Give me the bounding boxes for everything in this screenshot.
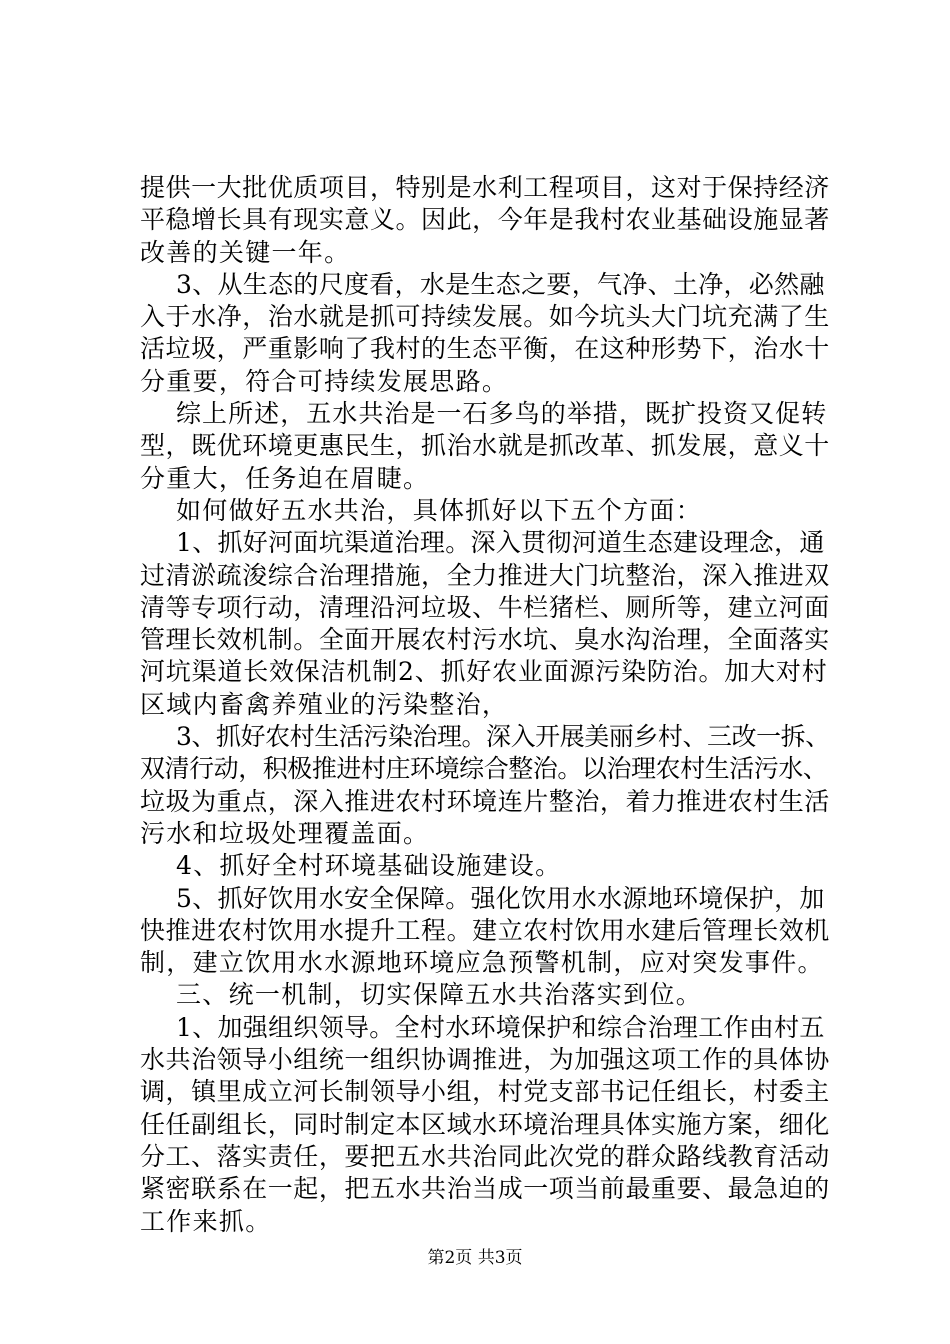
text-line: 清等专项行动，清理沿河垃圾、牛栏猪栏、厕所等，建立河面 <box>140 592 830 622</box>
text-line: 紧密联系在一起，把五水共治当成一项当前最重要、最急迫的 <box>140 1174 830 1204</box>
text-line: 平稳增长具有现实意义。因此，今年是我村农业基础设施显著 <box>140 205 830 235</box>
text-line: 改善的关键一年。 <box>140 237 351 267</box>
text-line: 水共治领导小组统一组织协调推进，为加强这项工作的具体协 <box>140 1045 830 1075</box>
text-line: 活垃圾，严重影响了我村的生态平衡，在这种形势下，治水十 <box>140 334 830 364</box>
text-line: 3、抓好农村生活污染治理。深入开展美丽乡村、三改一拆、 <box>176 722 830 752</box>
text-line: 污水和垃圾处理覆盖面。 <box>140 818 430 848</box>
text-line: 任任副组长，同时制定本区域水环境治理具体实施方案，细化 <box>140 1109 830 1139</box>
text-line: 双清行动，积极推进村庄环境综合整治。以治理农村生活污水、 <box>140 754 828 784</box>
text-line: 管理长效机制。全面开展农村污水坑、臭水沟治理，全面落实 <box>140 625 830 655</box>
text-line: 分重大，任务迫在眉睫。 <box>140 463 430 493</box>
text-line: 综上所述，五水共治是一石多鸟的举措，既扩投资又促转 <box>176 399 828 429</box>
text-line: 1、抓好河面坑渠道治理。深入贯彻河道生态建设理念，通 <box>176 528 825 558</box>
text-line: 型，既优环境更惠民生，抓治水就是抓改革、抓发展，意义十 <box>140 431 830 461</box>
text-line: 工作来抓。 <box>140 1206 272 1236</box>
document-body <box>140 172 830 1238</box>
text-line: 分工、落实责任，要把五水共治同此次党的群众路线教育活动 <box>140 1141 830 1171</box>
text-line: 三、统一机制，切实保障五水共治落实到位。 <box>176 980 703 1010</box>
text-line: 调，镇里成立河长制领导小组，村党支部书记任组长，村委主 <box>140 1077 830 1107</box>
text-line: 提供一大批优质项目，特别是水利工程项目，这对于保持经济 <box>140 173 830 202</box>
text-line: 垃圾为重点，深入推进农村环境连片整治，着力推进农村生活 <box>140 786 830 816</box>
text-line: 分重要，符合可持续发展思路。 <box>140 366 509 396</box>
text-line: 4、抓好全村环境基础设施建设。 <box>176 851 562 881</box>
text-line: 制，建立饮用水水源地环境应急预警机制，应对突发事件。 <box>140 948 824 978</box>
text-line: 区域内畜禽养殖业的污染整治， <box>140 689 509 719</box>
text-line: 1、加强组织领导。全村水环境保护和综合治理工作由村五 <box>176 1012 825 1042</box>
page-footer: 第2页 共3页 <box>427 1248 523 1268</box>
text-line: 河坑渠道长效保洁机制2、抓好农业面源污染防治。加大对村 <box>140 657 828 687</box>
text-line: 快推进农村饮用水提升工程。建立农村饮用水建后管理长效机 <box>140 915 830 945</box>
text-line: 过清淤疏浚综合治理措施，全力推进大门坑整治，深入推进双 <box>140 560 830 590</box>
text-line: 如何做好五水共治，具体抓好以下五个方面： <box>176 495 703 525</box>
text-line: 3、从生态的尺度看，水是生态之要，气净、土净，必然融 <box>176 269 825 299</box>
text-line: 5、抓好饮用水安全保障。强化饮用水水源地环境保护，加 <box>176 883 825 913</box>
text-line: 入于水净，治水就是抓可持续发展。如今坑头大门坑充满了生 <box>140 302 830 332</box>
